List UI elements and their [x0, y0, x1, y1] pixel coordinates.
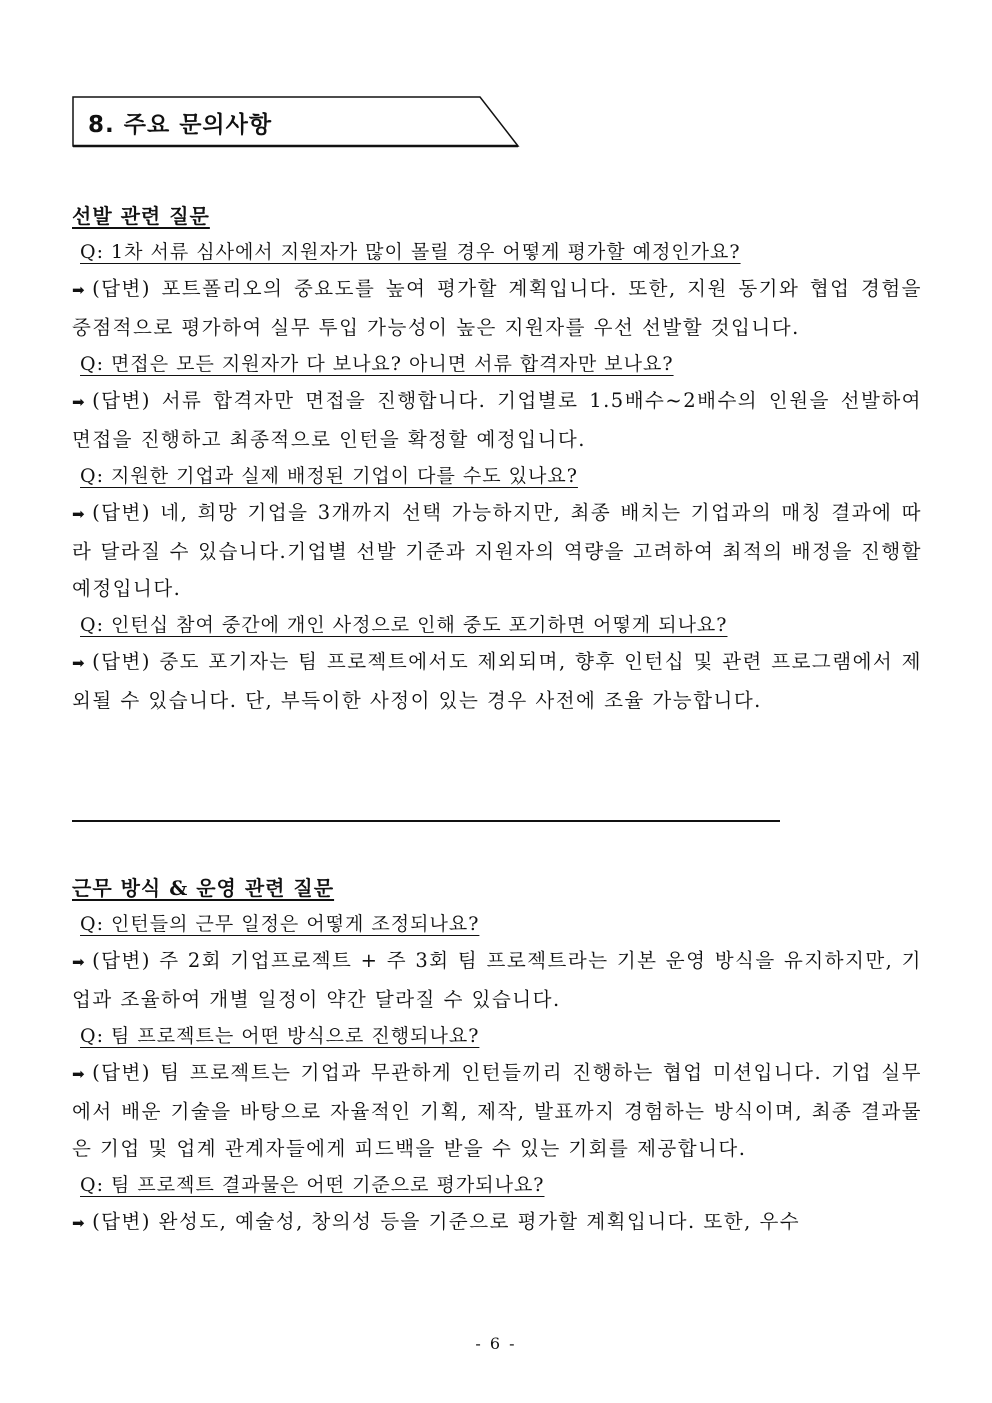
page-number: - 6 -: [475, 1334, 517, 1353]
answer-body: (답변) 네, 희망 기업을 3개까지 선택 가능하지만, 최종 배치는 기업과의 매칭 결과에 따라 달라질 수 있습니다.기업별 선발 기준과 지원자의 역량을 고려하여 최적의 배정을 진행할 예정입니다.: [72, 501, 922, 600]
qa-item: [72, 234, 922, 346]
section-divider: [72, 820, 780, 822]
qa-item: [72, 458, 922, 607]
qa-item: [72, 906, 922, 1018]
question-text: Q: 팀 프로젝트 결과물은 어떤 기준으로 평가되나요?: [80, 1174, 545, 1196]
question-text: Q: 1차 서류 심사에서 지원자가 많이 몰릴 경우 어떻게 평가할 예정인가요?: [80, 241, 741, 263]
arrow-icon: ➡: [72, 393, 87, 411]
page-title: 8. 주요 문의사항: [88, 112, 273, 138]
answer-body: (답변) 중도 포기자는 팀 프로젝트에서도 제외되며, 향후 인턴십 및 관련 프로그램에서 제외될 수 있습니다. 단, 부득이한 사정이 있는 경우 사전에 조율 가능합니다.: [72, 650, 922, 712]
arrow-icon: ➡: [72, 505, 87, 523]
answer-text: [72, 643, 922, 719]
answer-text: [72, 1203, 922, 1242]
answer-text: [72, 942, 922, 1018]
answer-body: (답변) 팀 프로젝트는 기업과 무관하게 인턴들끼리 진행하는 협업 미션입니다. 기업 실무에서 배운 기술을 바탕으로 자율적인 기획, 제작, 발표까지 경험하는 방식이며, 최종 결과물은 기업 및 업계 관계자들에게 피드백을 받을 수 있는 기회를 제공합니다.: [72, 1061, 922, 1160]
question-text: Q: 팀 프로젝트는 어떤 방식으로 진행되나요?: [80, 1025, 480, 1047]
question-text: Q: 지원한 기업과 실제 배정된 기업이 다를 수도 있나요?: [80, 465, 578, 487]
answer-body: (답변) 주 2회 기업프로젝트 + 주 3회 팀 프로젝트라는 기본 운영 방식을 유지하지만, 기업과 조율하여 개별 일정이 약간 달라질 수 있습니다.: [72, 949, 922, 1011]
section-title: 선발 관련 질문: [72, 204, 210, 228]
section-work-operation: [72, 870, 922, 1242]
question-text: Q: 인턴십 참여 중간에 개인 사정으로 인해 중도 포기하면 어떻게 되나요?: [80, 614, 728, 636]
arrow-icon: ➡: [72, 1065, 87, 1083]
section-title: 근무 방식 & 운영 관련 질문: [72, 876, 335, 900]
arrow-icon: ➡: [72, 654, 87, 672]
section-selection: [72, 198, 922, 719]
qa-item: [72, 607, 922, 719]
question-text: Q: 인턴들의 근무 일정은 어떻게 조정되나요?: [80, 913, 480, 935]
qa-item: [72, 1018, 922, 1167]
qa-item: [72, 346, 922, 458]
answer-text: [72, 1054, 922, 1167]
answer-text: [72, 382, 922, 458]
qa-item: [72, 1167, 922, 1242]
answer-body: (답변) 서류 합격자만 면접을 진행합니다. 기업별로 1.5배수~2배수의 인원을 선발하여 면접을 진행하고 최종적으로 인턴을 확정할 예정입니다.: [72, 389, 922, 451]
arrow-icon: ➡: [72, 953, 87, 971]
answer-text: [72, 270, 922, 346]
section-heading-box: [72, 96, 520, 148]
answer-body: (답변) 완성도, 예술성, 창의성 등을 기준으로 평가할 계획입니다. 또한, 우수: [92, 1210, 801, 1233]
arrow-icon: ➡: [72, 1214, 87, 1232]
arrow-icon: ➡: [72, 281, 87, 299]
answer-text: [72, 494, 922, 607]
question-text: Q: 면접은 모든 지원자가 다 보나요? 아니면 서류 합격자만 보나요?: [80, 353, 674, 375]
answer-body: (답변) 포트폴리오의 중요도를 높여 평가할 계획입니다. 또한, 지원 동기와 협업 경험을 중점적으로 평가하여 실무 투입 가능성이 높은 지원자를 우선 선발할 것입니다.: [72, 277, 922, 339]
